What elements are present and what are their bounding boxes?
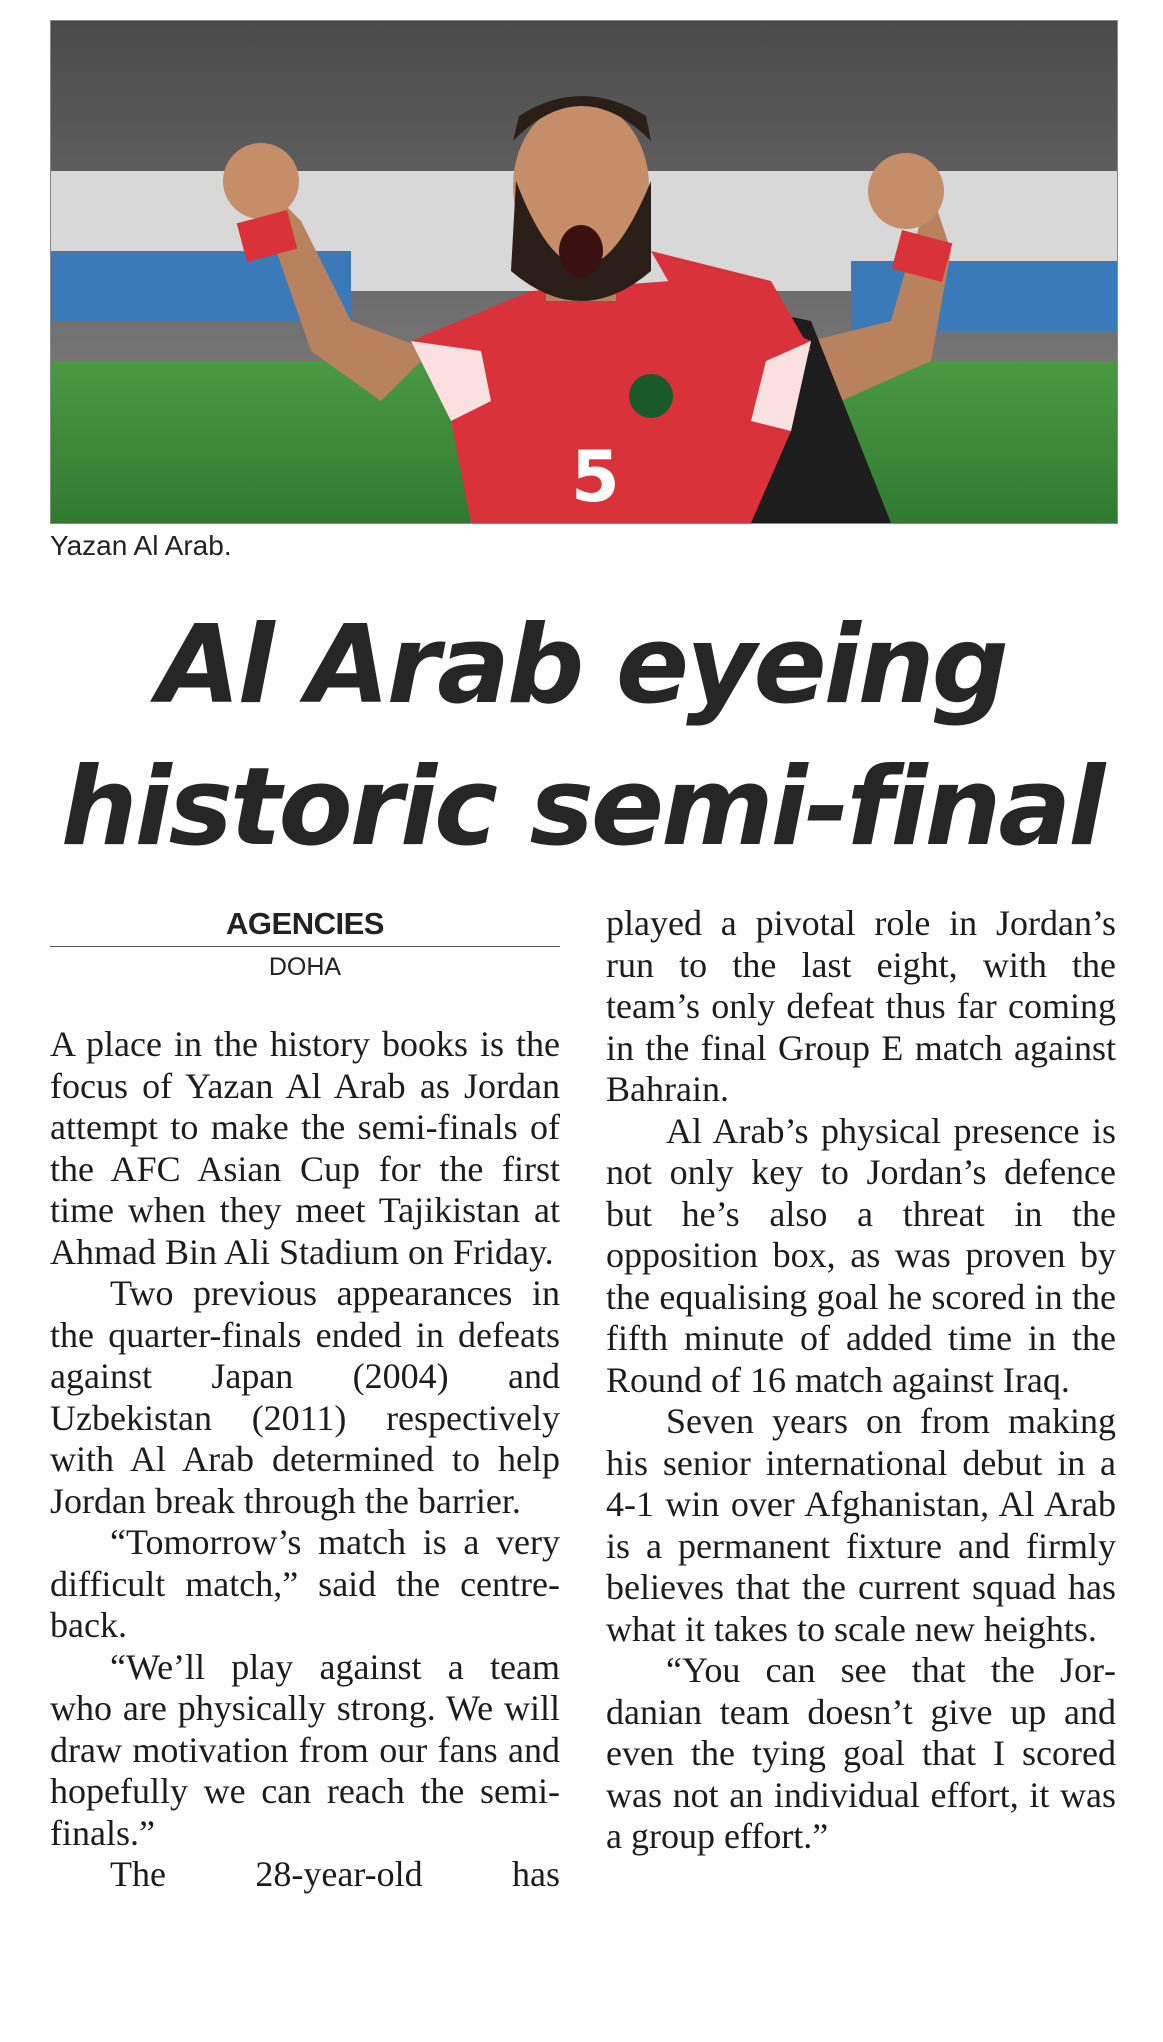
headline (0, 595, 1163, 879)
paragraph: Seven years on from making his senior international debut in a 4-1 win over Afghanistan, Al Arab is a permanent fixture and firmly believes that the current squad has what it takes to scale new heights. (606, 1401, 1116, 1649)
paragraph: The 28-year-old has (110, 1854, 560, 1894)
paragraph: played a pivotal role in Jordan’s run to the last eight, with the team’s only defeat thus far coming in the final Group E match against Bahrain. (606, 903, 1116, 1109)
article-column-right (606, 903, 1116, 1858)
headline-line-1: Al Arab eyeing (157, 603, 1006, 728)
paragraph: Al Arab’s physical presence is not only key to Jordan’s defence but he’s also a threat in the opposition box, as was proven by the equalising goal he scored in the fifth minute of added time in the Round of 16 match against Iraq. (606, 1110, 1116, 1400)
player-photo (50, 20, 1118, 524)
headline-line-2: historic semi-final (60, 745, 1103, 870)
paragraph: “You can see that the Jordanian team doesn’t give up and even the tying goal that I scored was not an individual effort, it was a group effort.” (606, 1650, 1116, 1856)
jersey-number: 5 (571, 436, 620, 518)
dateline: DOHA (268, 953, 342, 981)
paragraph: Two previous appearances in the quarter-finals ended in defeats against Japan (2004) and Uzbekistan (2011) respectively with Al Arab determined to help Jordan break through the barrier. (50, 1273, 560, 1521)
paragraph: A place in the history books is the focus of Yazan Al Arab as Jordan attempt to make the semi-finals of the AFC Asian Cup for the first time when they meet Tajikistan at Ahmad Bin Ali Stadium on Friday. (50, 1024, 560, 1272)
byline: AGENCIES (50, 905, 560, 947)
photo-caption: Yazan Al Arab. (50, 530, 232, 561)
paragraph: “We’ll play against a team who are physically strong. We will draw motivation from our fans and hopefully we can reach the semi-finals.” (50, 1646, 560, 1853)
article-column-left (50, 905, 560, 1896)
player-photo-illustration (51, 21, 1117, 523)
paragraph: “Tomorrow’s match is a very difficult match,” said the centre-back. (50, 1522, 560, 1645)
